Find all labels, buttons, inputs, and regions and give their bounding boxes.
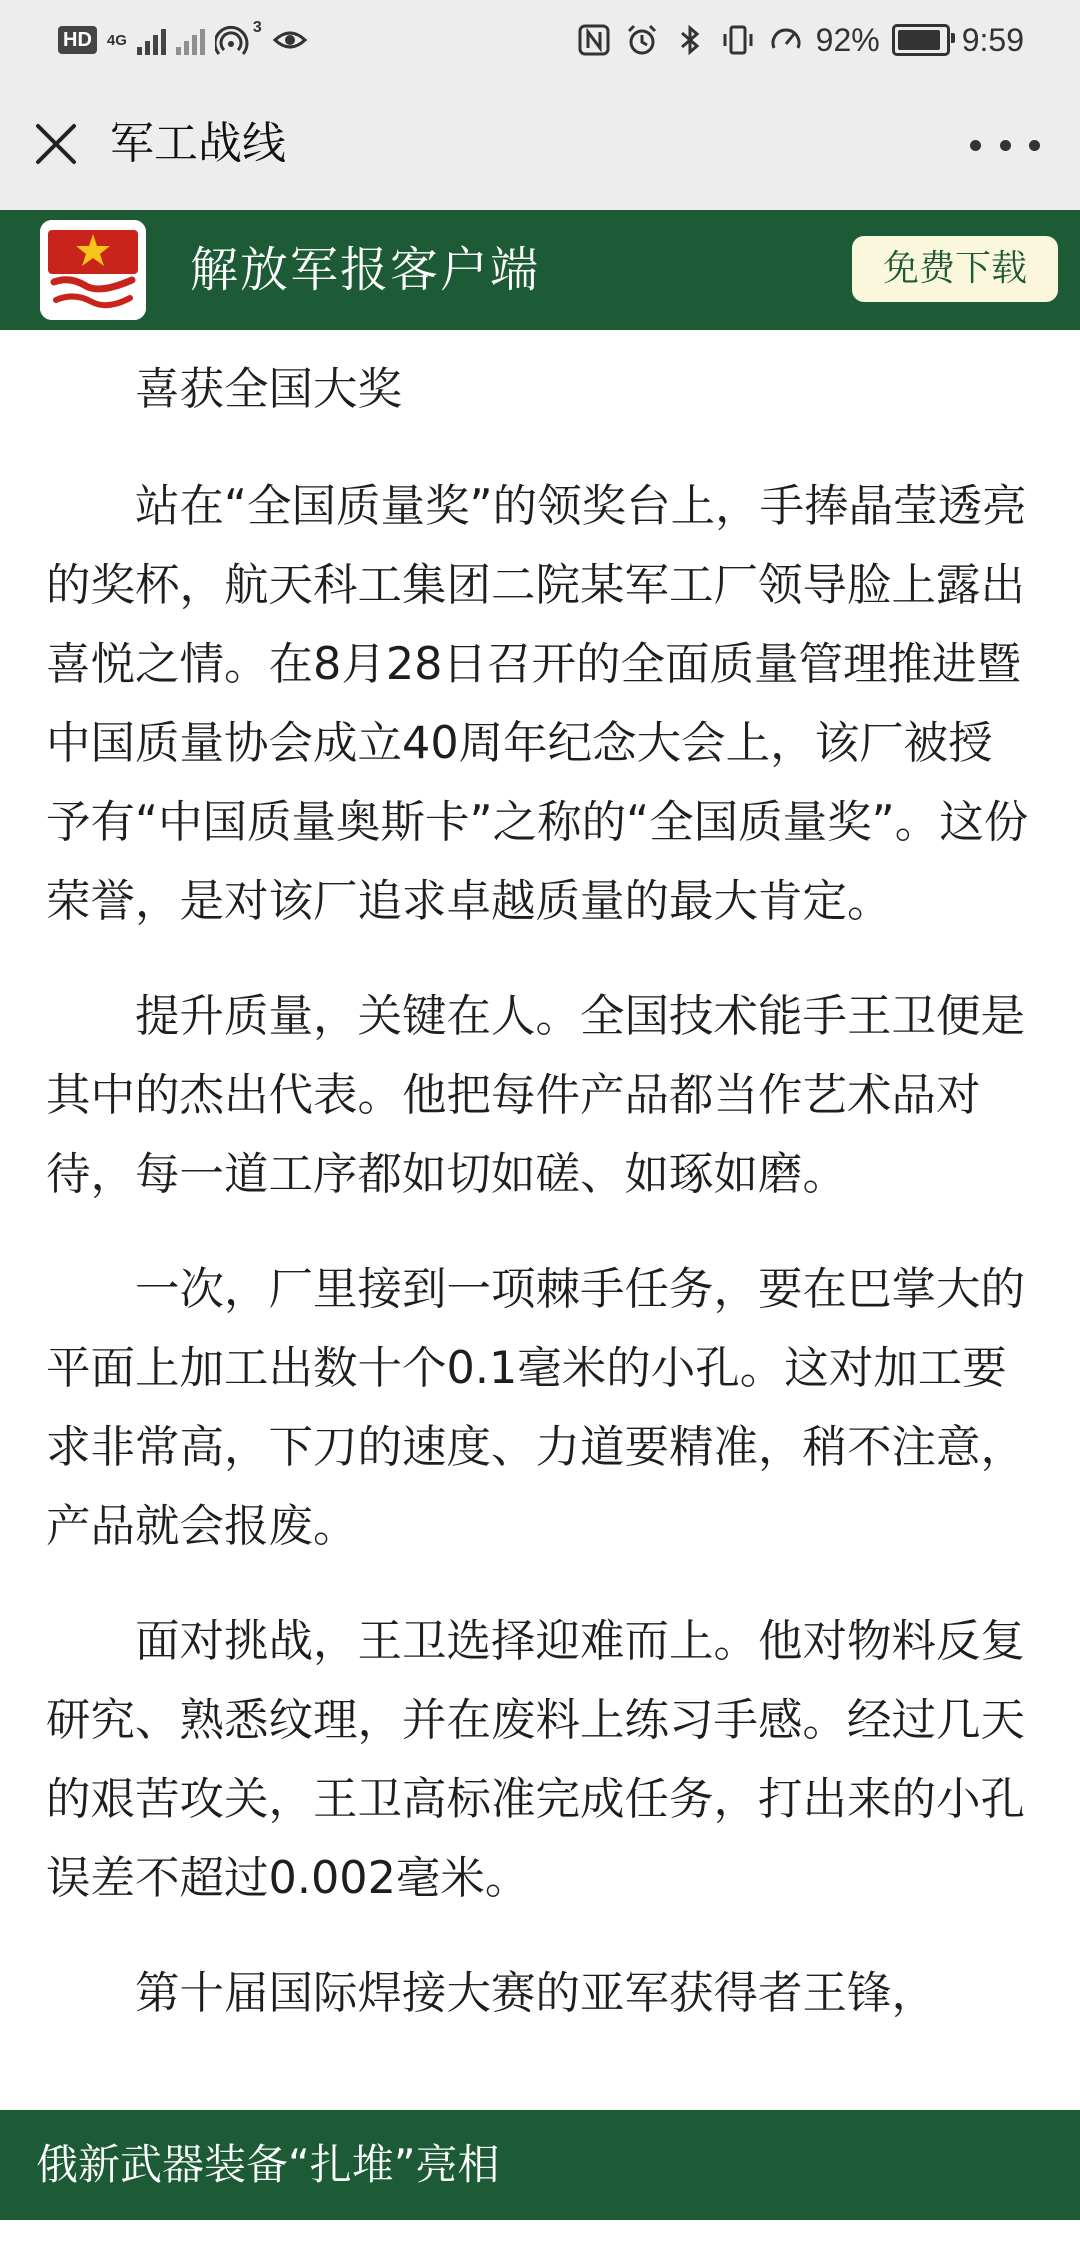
app-banner[interactable] xyxy=(0,210,1080,330)
data-saver-icon xyxy=(768,22,804,58)
newspaper-logo xyxy=(40,220,146,320)
hotspot-icon xyxy=(215,22,251,58)
more-dot xyxy=(970,140,981,151)
article-paragraph: 站在“全国质量奖”的领奖台上，手捧晶莹透亮的奖杯，航天科工集团二院某军工厂领导脸上露出喜悦之情。在8月28日召开的全面质量管理推进暨中国质量协会成立40周年纪念大会上，该厂被授予有“中国质量奥斯卡”之称的“全国质量奖”。这份荣誉，是对该厂追求卓越质量的最大肯定。 xyxy=(46,481,1029,927)
page-title: 军工战线 xyxy=(110,118,286,169)
more-dot xyxy=(1000,140,1011,151)
banner-app-name: 解放军报客户端 xyxy=(190,242,541,298)
more-dot xyxy=(1029,140,1040,151)
article-subhead: 喜获全国大奖 xyxy=(135,364,403,415)
network-type xyxy=(107,33,127,48)
vibrate-icon xyxy=(720,22,756,58)
network-label: 4G xyxy=(106,31,127,49)
nfc-icon xyxy=(576,22,612,58)
signal-2-icon xyxy=(176,25,205,55)
alarm-icon xyxy=(624,22,660,58)
article-paragraph: 面对挑战，王卫选择迎难而上。他对物料反复研究、熟悉纹理，并在废料上练习手感。经过几天的艰苦攻关，王卫高标准完成任务，打出来的小孔误差不超过0.002毫米。 xyxy=(46,1616,1026,1904)
battery-fill xyxy=(898,30,940,50)
hotspot-count: 3 xyxy=(252,19,262,36)
status-left xyxy=(58,20,308,60)
related-article-bar[interactable] xyxy=(0,2110,1080,2220)
clock: 9:59 xyxy=(961,21,1024,58)
signal-icon xyxy=(137,25,166,55)
status-right xyxy=(576,20,1024,60)
eye-icon xyxy=(272,22,308,58)
download-button[interactable]: 免费下载 xyxy=(852,236,1058,302)
article-paragraph: 一次，厂里接到一项棘手任务，要在巴掌大的平面上加工出数十个0.1毫米的小孔。这对加工要求非常高，下刀的速度、力道要精准，稍不注意，产品就会报废。 xyxy=(46,1264,1026,1552)
hd-badge: HD xyxy=(58,26,97,54)
bluetooth-icon xyxy=(672,22,708,58)
status-bar xyxy=(0,0,1080,78)
nav-bar xyxy=(0,78,1080,210)
battery-icon xyxy=(892,24,950,56)
article-body xyxy=(46,350,1036,2069)
battery-percent: 92% xyxy=(815,21,880,58)
bottom-strip xyxy=(0,2220,1080,2244)
related-article-title: 俄新武器装备“扎堆”亮相 xyxy=(36,2140,500,2189)
close-icon[interactable] xyxy=(30,118,82,170)
article-paragraph: 第十届国际焊接大赛的亚军获得者王锋， xyxy=(135,1968,937,2019)
article-paragraph: 提升质量，关键在人。全国技术能手王卫便是其中的杰出代表。他把每件产品都当作艺术品对待，每一道工序都如切如磋、如琢如磨。 xyxy=(46,991,1026,1200)
more-icon[interactable] xyxy=(970,128,1040,162)
logo-icon xyxy=(40,220,146,320)
